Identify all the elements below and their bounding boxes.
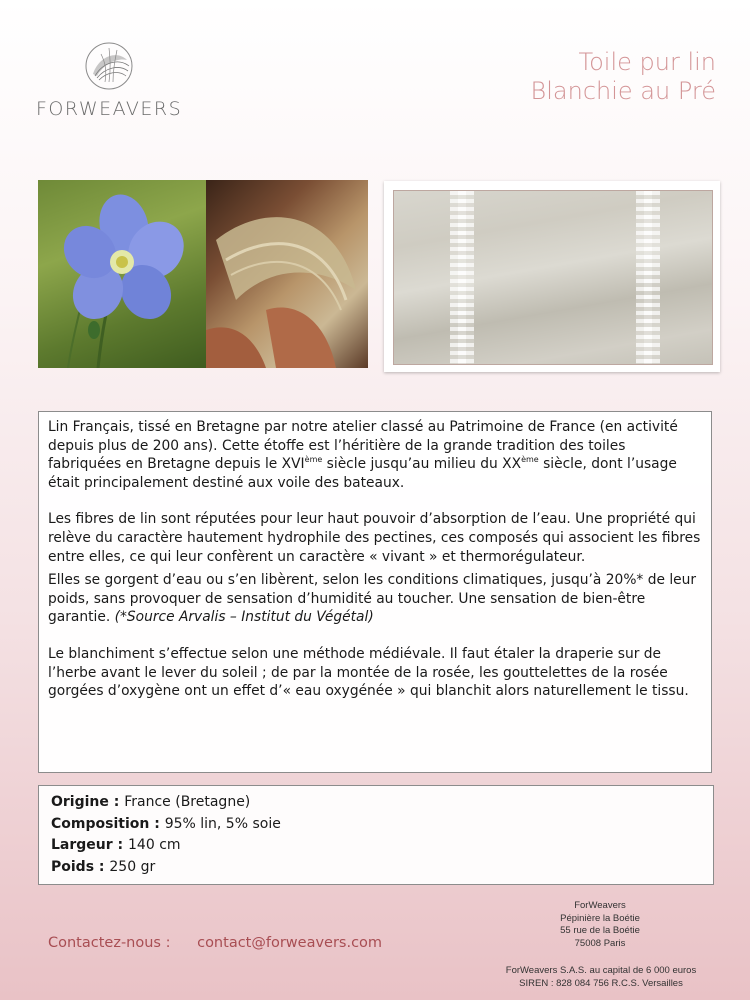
legal-line: ForWeavers S.A.S. au capital de 6 000 euros <box>505 965 697 976</box>
spec-composition: Composition : 95% lin, 5% soie <box>51 815 281 832</box>
linen-fabric-photo <box>393 190 713 365</box>
lotus-logo-icon <box>83 40 135 92</box>
source-citation: (*Source Arvalis – Institut du Végétal) <box>114 609 374 626</box>
spec-poids: Poids : 250 gr <box>51 858 156 875</box>
brand-name: FORWEAVERS <box>36 98 183 120</box>
description-paragraph-3: Elles se gorgent d’eau ou s’en libèrent, selon les conditions climatiques, jusqu’à 20%* de leur poids, sans provoquer de sensation d’humidité au toucher. Une sensation de bien-être garantie. (*Source Arvalis – Institut du Végétal) <box>48 572 697 626</box>
address-line: Pépinière la Boétie <box>560 912 640 924</box>
address-line: 55 rue de la Boétie <box>560 925 640 936</box>
description-box <box>38 411 712 773</box>
product-title <box>531 48 716 106</box>
title-line-2: Blanchie au Pré <box>530 77 716 105</box>
contact-label: Contactez-nous : <box>48 935 171 951</box>
legal-line: SIREN : 828 084 756 R.C.S. Versailles <box>519 977 683 989</box>
contact-line <box>48 935 382 951</box>
address-line: 75008 Paris <box>574 937 626 949</box>
description-paragraph-4: Le blanchiment s’effectue selon une méthode médiévale. Il faut étaler la draperie sur de l’herbe avant le lever du soleil ; de par la montée de la rosée, les gouttelettes de la rosée gorgées d’oxygène ont un effet d’« eau oxygénée » qui blanchit alors naturellement le tissu. <box>48 645 689 700</box>
company-address <box>520 900 680 950</box>
brand-logo <box>36 40 182 120</box>
description-paragraph-2: Les fibres de lin sont réputées pour leur haut pouvoir d’absorption de l’eau. Une propriété qui relève du caractère hautement hydrophile des pectines, ces composés qui associent les fibres entre elles, ce qui leur confèrent un caractère « vivant » et thermorégulateur. <box>48 511 701 565</box>
spec-origine: Origine : France (Bretagne) <box>51 794 251 810</box>
flax-flower-photo <box>38 180 206 368</box>
linen-fibers-photo <box>206 180 368 368</box>
fabric-photo-frame <box>384 181 720 372</box>
description-paragraph-1: Lin Français, tissé en Bretagne par notre atelier classé au Patrimoine de France (en activité depuis plus de 200 ans). Cette étoffe est l’héritière de la grande tradition des toiles fabriquées en Bretagne depuis le XVIème siècle jusqu’au milieu du XXème siècle, dont l’usage était principalement destiné aux voile des bateaux. <box>48 419 678 491</box>
address-line: ForWeavers <box>574 900 626 911</box>
contact-email-link[interactable]: contact@forweavers.com <box>197 935 383 951</box>
legal-info <box>478 965 724 990</box>
title-line-1: Toile pur lin <box>578 48 716 76</box>
specifications-box <box>38 785 714 885</box>
spec-largeur: Largeur : 140 cm <box>51 837 181 853</box>
